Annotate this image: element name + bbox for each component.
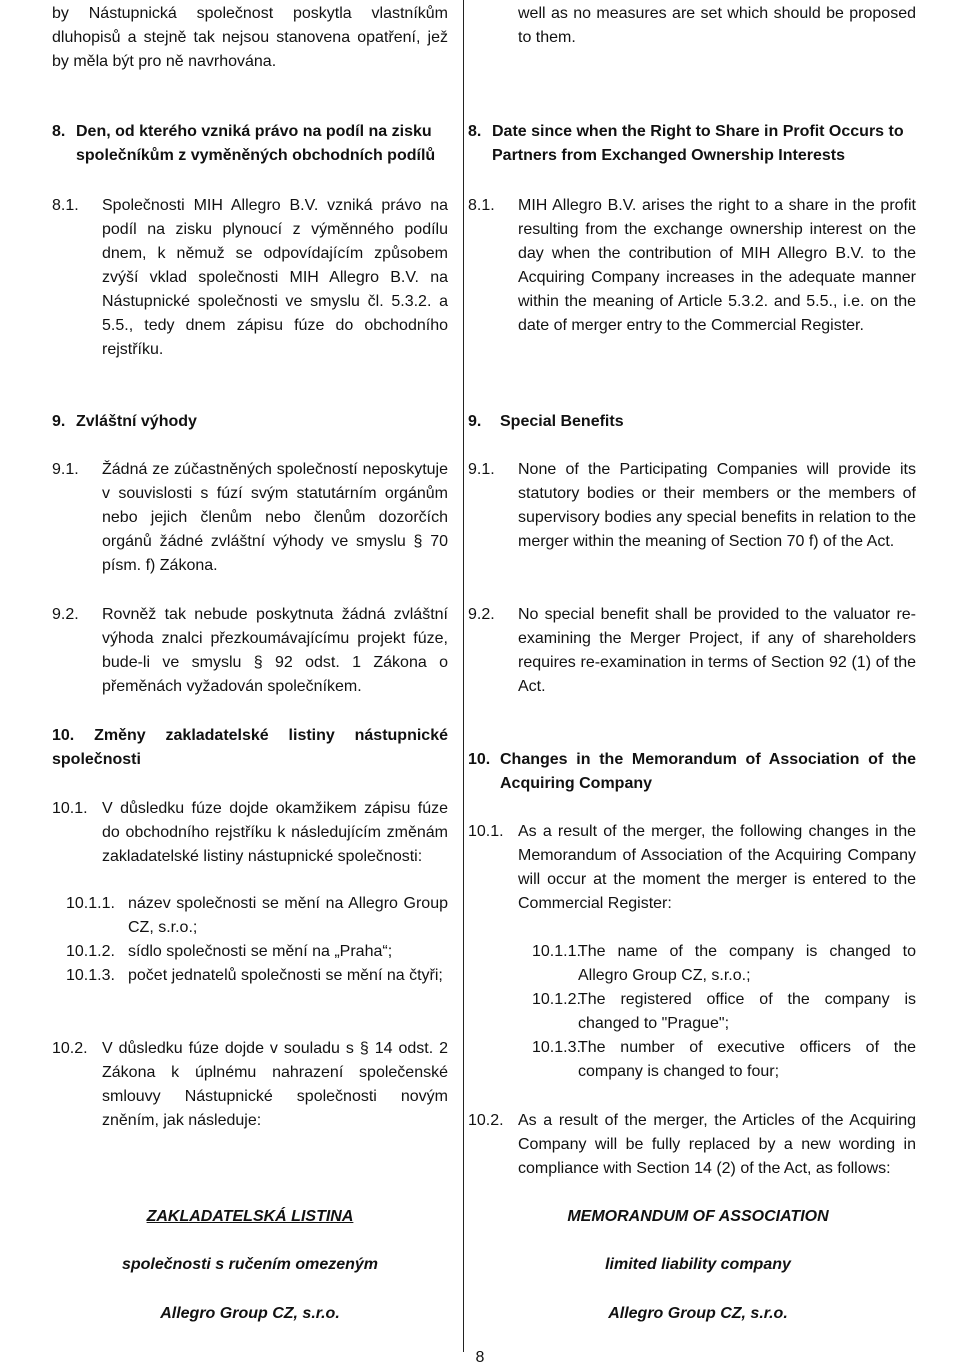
intro-paragraph: well as no measures are set which should be proposed to them.: [518, 5, 916, 46]
clause-number: 9.1.: [468, 461, 495, 478]
section-title: Special Benefits: [500, 413, 624, 430]
subclause-text: počet jednatelů společnosti se mění na čtyři;: [128, 967, 443, 984]
section-9-heading: [52, 410, 448, 434]
company-name: Allegro Group CZ, s.r.o.: [608, 1305, 788, 1322]
clause-number: 9.2.: [468, 606, 495, 623]
intro-paragraph: by Nástupnická společnost poskytla vlastníkům dluhopisů a stejně tak nejsou stanovena opatření, jež by měla být pro ně navrhována.: [52, 5, 448, 70]
subclause-text: The name of the company is changed to Allegro Group CZ, s.r.o.;: [578, 943, 916, 984]
clause-9-2: [52, 603, 448, 699]
memorandum-title: MEMORANDUM OF ASSOCIATION: [567, 1208, 829, 1225]
clause-text: Společnosti MIH Allegro B.V. vzniká právo na podíl na zisku plynoucí z výměnného podílu dnem, k němuž se odpovídajícím způsobem zvýší vklad společnosti MIH Allegro B.V. na Nástupnické společnosti ve smyslu čl. 5.3.2. a 5.5., tedy dnem zápisu fúze do obchodního rejstříku.: [102, 197, 448, 358]
section-number: 9.: [52, 413, 66, 430]
clause-text: As a result of the merger, the following changes in the Memorandum of Association of the Acquiring Company will occur at the moment the merger is entered to the Commercial Register:: [518, 823, 916, 912]
clause-10-2: [52, 1037, 448, 1133]
section-8-heading: [468, 120, 916, 168]
section-title: Zvláštní výhody: [76, 413, 197, 430]
subclause-item: [66, 964, 448, 988]
subclause-number: 10.1.3.: [532, 1039, 581, 1056]
clause-number: 8.1.: [468, 197, 495, 214]
subclause-number: 10.1.1.: [66, 895, 115, 912]
clause-9-2: [468, 603, 916, 699]
clause-number: 9.1.: [52, 461, 79, 478]
clause-text: V důsledku fúze dojde v souladu s § 14 odst. 2 Zákona k úplnému nahrazení společenské smlouvy Nástupnické společnosti novým zněním, jak následuje:: [102, 1040, 448, 1129]
clause-8-1: [52, 194, 448, 362]
clause-text: MIH Allegro B.V. arises the right to a share in the profit resulting from the exchange ownership interest on the day when the contribution of MIH Allegro B.V. to the Acquiring Company increases in the adequate manner within the meaning of Article 5.3.2. and 5.5., i.e. on the date of merger entry to the Commercial Register.: [518, 197, 916, 334]
section-number: 8.: [468, 123, 482, 140]
section-number: 9.: [468, 413, 482, 430]
subclause-text: The number of executive officers of the company is changed to four;: [578, 1039, 916, 1080]
clause-text: No special benefit shall be provided to the valuator re-examining the Merger Project, if any of shareholders requires re-examination in terms of Section 92 (1) of the Act.: [518, 606, 916, 695]
clause-10-2: [468, 1109, 916, 1181]
subclause-number: 10.1.1.: [532, 943, 581, 960]
section-title: Changes in the Memorandum of Association of the Acquiring Company: [500, 751, 916, 792]
section-9-heading: [468, 410, 916, 434]
section-title: Den, od kterého vzniká právo na podíl na zisku společníkům z vyměněných obchodních podílů: [76, 123, 436, 164]
clause-text: V důsledku fúze dojde okamžikem zápisu fúze do obchodního rejstříku k následujícím změnám zakladatelské listiny nástupnické společnosti:: [102, 800, 448, 865]
memorandum-title: ZAKLADATELSKÁ LISTINA: [146, 1208, 354, 1225]
clause-number: 9.2.: [52, 606, 79, 623]
clause-9-1: [468, 458, 916, 554]
company-type: limited liability company: [605, 1256, 791, 1273]
clause-text: As a result of the merger, the Articles of the Acquiring Company will be fully replaced by a new wording in compliance with Section 14 (2) of the Act, as follows:: [518, 1112, 916, 1177]
clause-10-1: [52, 797, 448, 869]
subclause-list: [66, 892, 448, 988]
page-number: 8: [475, 1349, 485, 1366]
section-8-heading: [52, 120, 448, 168]
subclause-list: [532, 940, 916, 1084]
clause-number: 8.1.: [52, 197, 79, 214]
subclause-number: 10.1.2.: [532, 991, 581, 1008]
subclause-item: [532, 1036, 916, 1084]
company-type: společnosti s ručením omezeným: [121, 1256, 379, 1273]
subclause-number: 10.1.3.: [66, 967, 115, 984]
subclause-item: [532, 988, 916, 1036]
clause-number: 10.2.: [52, 1040, 88, 1057]
subclause-number: 10.1.2.: [66, 943, 115, 960]
subclause-item: [66, 892, 448, 940]
subclause-item: [66, 940, 448, 964]
column-divider: [463, 0, 464, 1352]
clause-text: None of the Participating Companies will provide its statutory bodies or their members or the members of supervisory bodies any special benefits in relation to the merger within the meaning of Section 70 f) of the Act.: [518, 461, 916, 550]
clause-number: 10.1.: [468, 823, 504, 840]
section-number: 10.: [468, 751, 491, 768]
clause-8-1: [468, 194, 916, 338]
clause-10-1: [468, 820, 916, 916]
section-10-heading: [468, 748, 916, 796]
subclause-text: The registered office of the company is changed to "Prague";: [578, 991, 916, 1032]
section-10-heading: 10. Změny zakladatelské listiny nástupnické společnosti: [52, 727, 448, 768]
clause-number: 10.2.: [468, 1112, 504, 1129]
subclause-text: název společnosti se mění na Allegro Group CZ, s.r.o.;: [128, 895, 448, 936]
subclause-text: sídlo společnosti se mění na „Praha“;: [128, 943, 393, 960]
subclause-item: [532, 940, 916, 988]
clause-9-1: [52, 458, 448, 578]
clause-text: Žádná ze zúčastněných společností neposkytuje v souvislosti s fúzí svým statutárním orgánům nebo jejich členům nebo členům dozorčích orgánů žádné zvláštní výhody ve smyslu § 70 písm. f) Zákona.: [102, 461, 448, 574]
clause-text: Rovněž tak nebude poskytnuta žádná zvláštní výhoda znalci přezkoumávajícímu projekt fúze, bude-li ve smyslu § 92 odst. 1 Zákona o přeměnách vyžadován společníkem.: [102, 606, 448, 695]
clause-number: 10.1.: [52, 800, 88, 817]
section-title: Date since when the Right to Share in Profit Occurs to Partners from Exchanged Ownership Interests: [492, 123, 904, 164]
section-number: 8.: [52, 123, 66, 140]
company-name: Allegro Group CZ, s.r.o.: [160, 1305, 340, 1322]
